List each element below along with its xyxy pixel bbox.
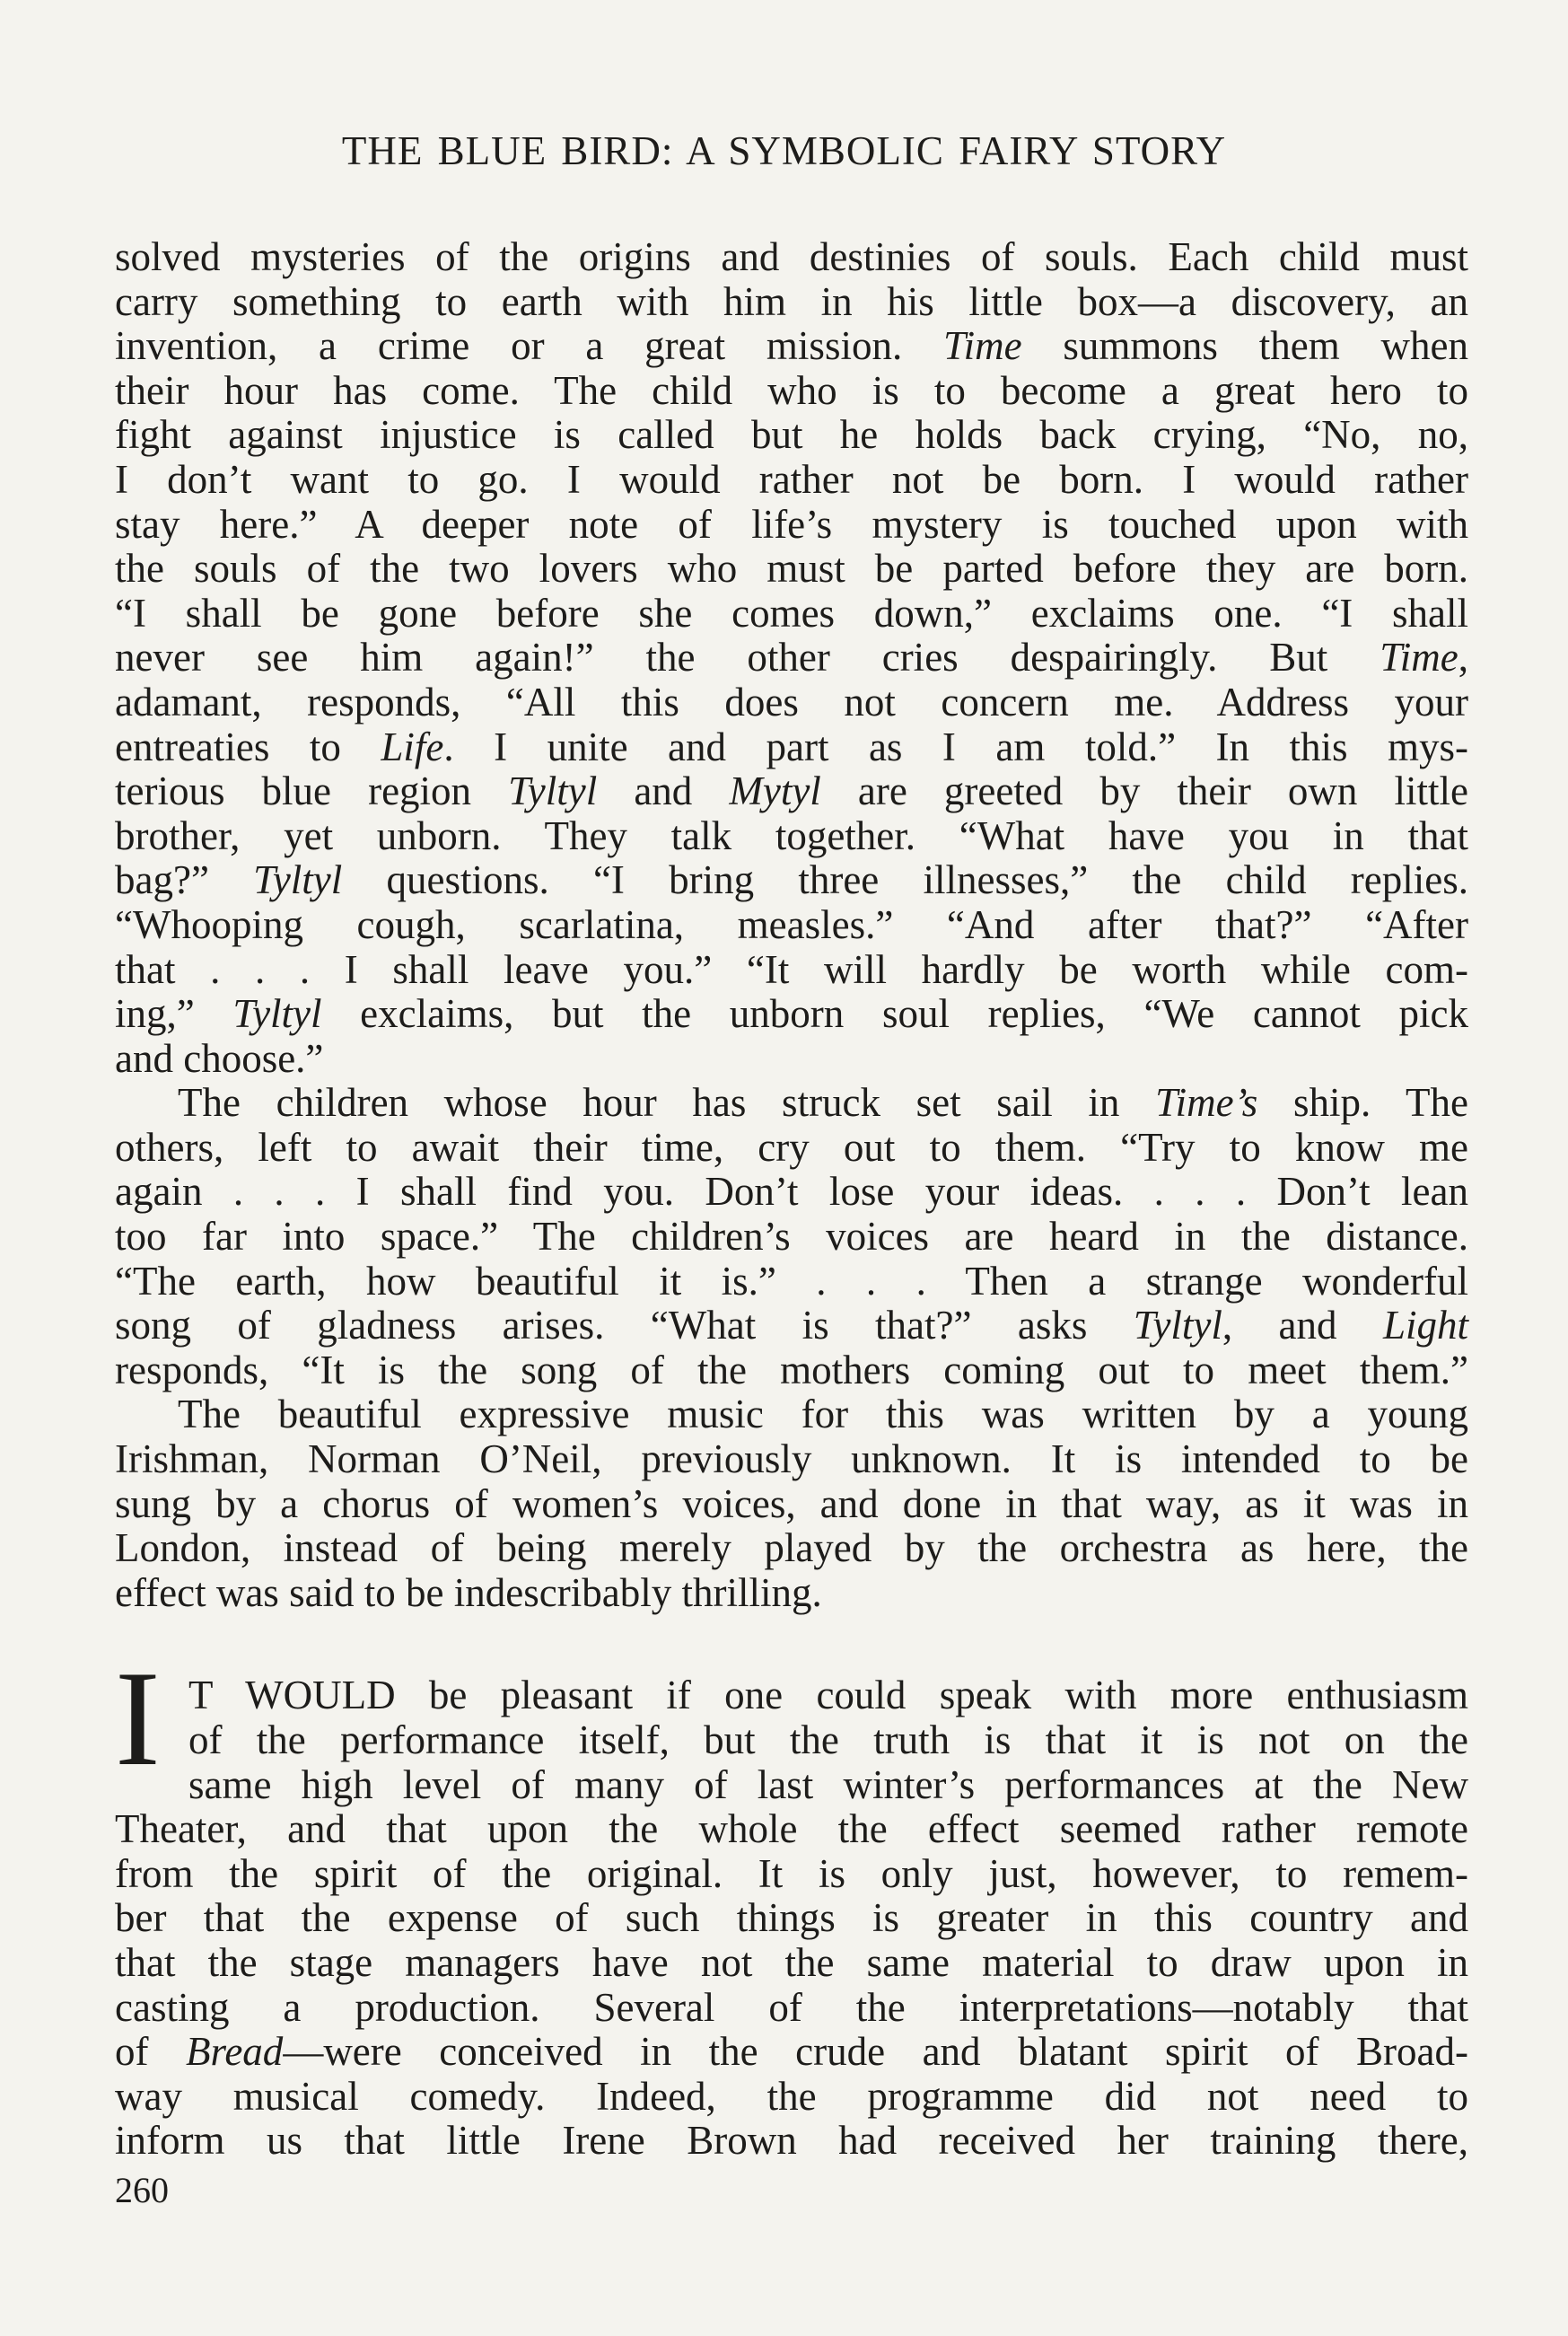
text-line: never see him again!” the other cries despairingly. But Time,	[115, 635, 1468, 681]
text-line: “Whooping cough, scarlatina, measles.” “And after that?” “After	[115, 901, 1468, 947]
text-line: bag?” Tyltyl questions. “I bring three illnesses,” the child replies.	[115, 857, 1469, 903]
drop-cap: I	[115, 1643, 161, 1794]
text-line: solved mysteries of the origins and destinies of souls. Each child must	[115, 234, 1468, 279]
text-line: same high level of many of last winter’s performances at the New	[188, 1761, 1468, 1807]
text-line: Theater, and that upon the whole the effect seemed rather remote	[115, 1806, 1468, 1852]
text-line: London, instead of being merely played by the orchestra as here, the	[115, 1525, 1468, 1571]
text-line: carry something to earth with him in his little box—a discovery, an	[115, 278, 1468, 324]
body-text	[115, 235, 1468, 2164]
text-line: others, left to await their time, cry out to them. “Try to know me	[115, 1124, 1468, 1170]
text-line: “I shall be gone before she comes down,” exclaims one. “I shall	[115, 590, 1468, 636]
text-line: stay here.” A deeper note of life’s mystery is touched upon with	[115, 501, 1468, 547]
text-line: I don’t want to go. I would rather not be born. I would rather	[115, 456, 1468, 502]
paragraph-first-line: The children whose hour has struck set sail in Time’s ship. The	[178, 1080, 1468, 1126]
text-line: sung by a chorus of women’s voices, and done in that way, as it was in	[115, 1480, 1468, 1526]
text-line: way musical comedy. Indeed, the programme did not need to	[115, 2073, 1468, 2119]
text-line: invention, a crime or a great mission. Time summons them when	[115, 323, 1468, 369]
text-line: casting a production. Several of the interpretations—notably that	[115, 1984, 1468, 2030]
text-line: again . . . I shall find you. Don’t lose your ideas. . . . Don’t lean	[115, 1169, 1468, 1215]
text-line: of the performance itself, but the truth is that it is not on the	[188, 1717, 1468, 1762]
text-line: the souls of the two lovers who must be parted before they are born.	[115, 546, 1468, 592]
text-line: ing,” Tyltyl exclaims, but the unborn soul replies, “We cannot pick	[115, 991, 1469, 1037]
page-number: 260	[115, 2170, 169, 2210]
text-line: fight against injustice is called but he holds back crying, “No, no,	[115, 412, 1468, 458]
text-line: too far into space.” The children’s voices are heard in the distance.	[115, 1214, 1468, 1260]
text-line: “The earth, how beautiful it is.” . . . Then a strange wonderful	[115, 1258, 1468, 1304]
text-line: and choose.”	[115, 1035, 324, 1081]
text-line: effect was said to be indescribably thrilling.	[115, 1569, 822, 1615]
paragraph-first-line: The beautiful expressive music for this was written by a young	[178, 1392, 1468, 1437]
text-line: ber that the expense of such things is greater in this country and	[115, 1895, 1468, 1941]
section-break	[115, 1615, 1468, 1673]
text-line: that the stage managers have not the same material to draw upon in	[115, 1939, 1468, 1985]
text-line: brother, yet unborn. They talk together. “What have you in that	[115, 812, 1468, 858]
text-line: entreaties to Life. I unite and part as I am told.” In this mys-	[115, 724, 1469, 769]
text-line: of Bread—were conceived in the crude and blatant spirit of Broad-	[115, 2029, 1468, 2075]
text-line: responds, “It is the song of the mothers coming out to meet them.”	[115, 1347, 1468, 1392]
text-line: their hour has come. The child who is to become a great hero to	[115, 367, 1468, 413]
running-head: THE BLUE BIRD: A SYMBOLIC FAIRY STORY	[341, 128, 1227, 173]
text-line: song of gladness arises. “What is that?” asks Tyltyl, and Light	[115, 1303, 1468, 1348]
text-line: that . . . I shall leave you.” “It will hardly be worth while com-	[115, 946, 1468, 992]
paragraph-first-line: T WOULD be pleasant if one could speak with more enthusiasm	[188, 1673, 1468, 1718]
text-line: inform us that little Irene Brown had received her training there,	[115, 2118, 1468, 2164]
text-line: terious blue region Tyltyl and Mytyl are greeted by their own little	[115, 768, 1468, 814]
text-line: from the spirit of the original. It is only just, however, to remem-	[115, 1850, 1468, 1896]
text-line: adamant, responds, “All this does not concern me. Address your	[115, 679, 1468, 725]
text-line: Irishman, Norman O’Neil, previously unknown. It is intended to be	[115, 1436, 1468, 1482]
